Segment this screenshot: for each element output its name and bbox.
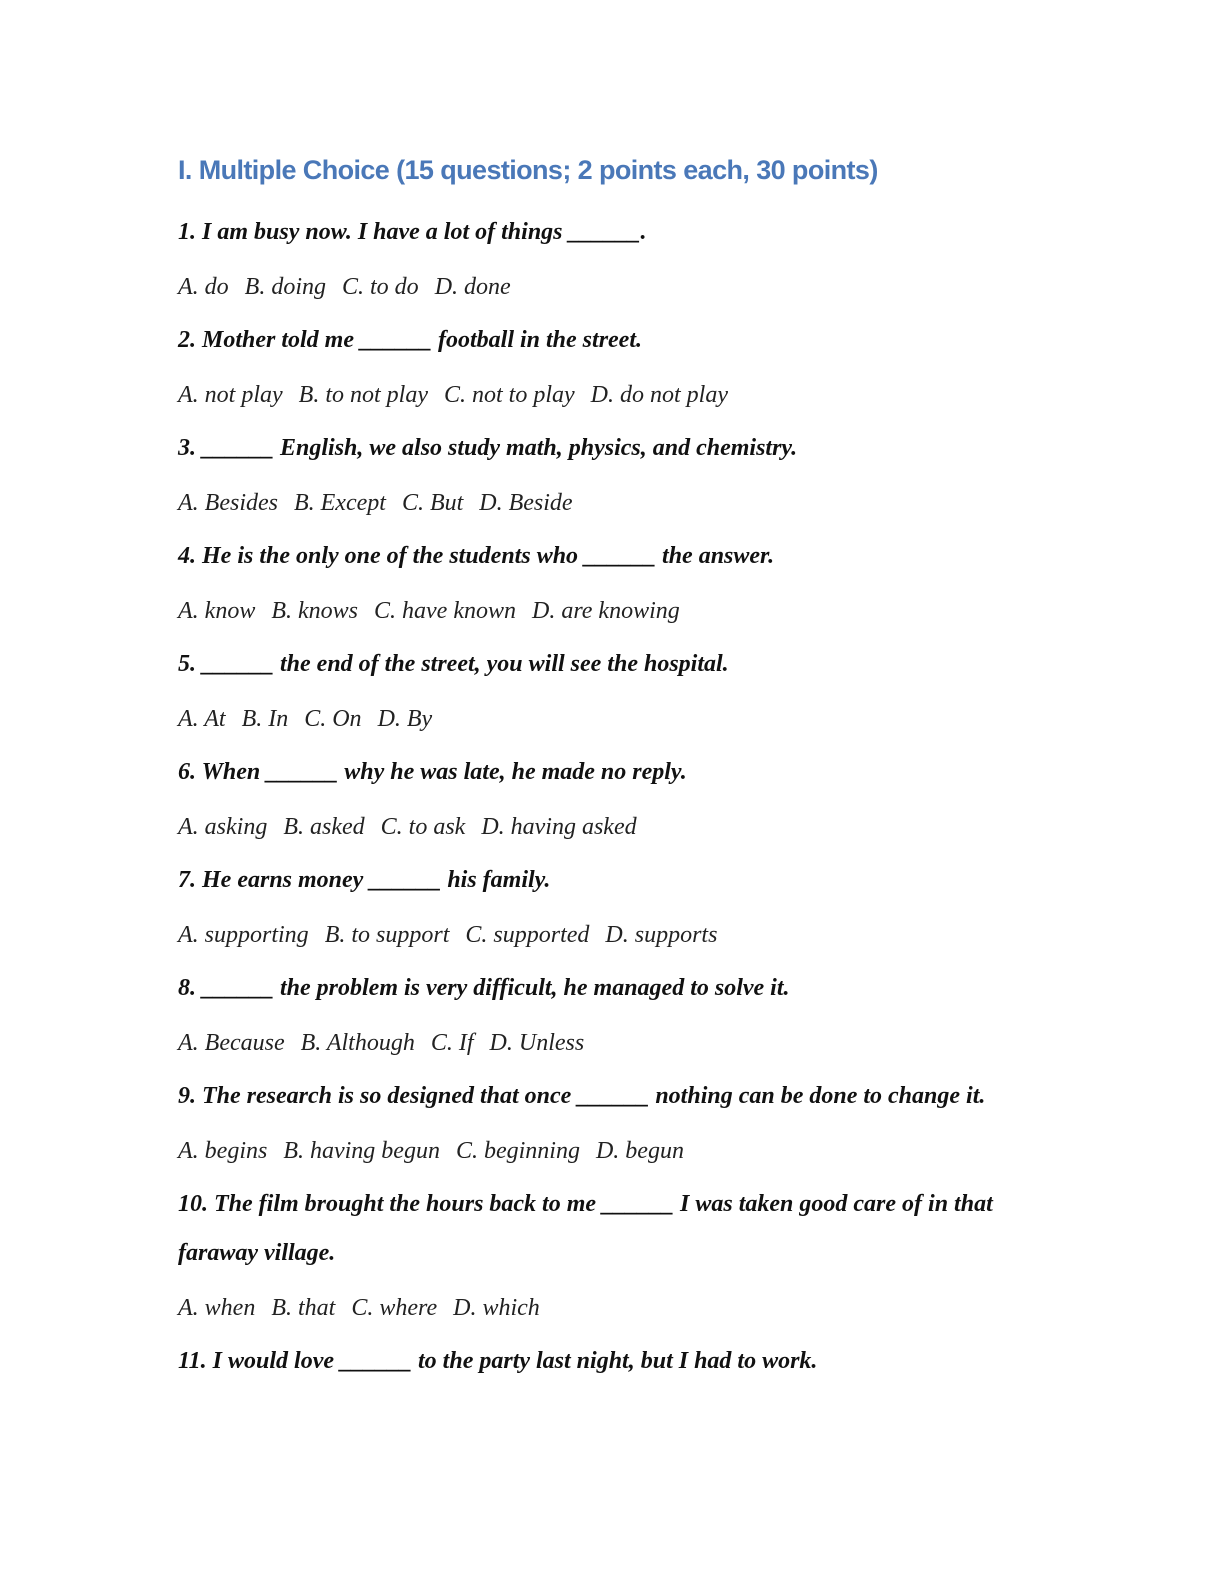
answer-option: D. done bbox=[434, 274, 511, 300]
question-1 bbox=[178, 206, 1058, 314]
answer-option: B. that bbox=[271, 1295, 336, 1321]
question-stem: 10. The film brought the hours back to me ______ I was taken good care of in that faraway village. bbox=[178, 1191, 993, 1266]
answer-option: A. not play bbox=[178, 382, 283, 408]
section-title: I. Multiple Choice (15 questions; 2 points each, 30 points) bbox=[178, 155, 878, 185]
answer-options bbox=[178, 476, 1058, 530]
question-4 bbox=[178, 530, 1058, 638]
question-stem: 4. He is the only one of the students who ______ the answer. bbox=[178, 543, 775, 569]
answer-option: A. know bbox=[178, 598, 256, 624]
answer-options bbox=[178, 368, 1058, 422]
answer-option: B. In bbox=[241, 706, 289, 732]
question-stem: 6. When ______ why he was late, he made no reply. bbox=[178, 759, 687, 785]
question-stem: 2. Mother told me ______ football in the street. bbox=[178, 327, 643, 353]
answer-option: B. doing bbox=[244, 274, 326, 300]
question-stem: 5. ______ the end of the street, you will see the hospital. bbox=[178, 651, 729, 677]
answer-option: D. Beside bbox=[479, 490, 573, 516]
answer-options bbox=[178, 908, 1058, 962]
answer-option: A. begins bbox=[178, 1138, 268, 1164]
question-7 bbox=[178, 854, 1058, 962]
answer-options bbox=[178, 692, 1058, 746]
answer-option: D. Unless bbox=[489, 1030, 585, 1056]
answer-option: C. If bbox=[430, 1030, 474, 1056]
question-stem: 9. The research is so designed that once ______ nothing can be done to change it. bbox=[178, 1083, 986, 1109]
answer-option: C. where bbox=[351, 1295, 438, 1321]
answer-option: C. But bbox=[401, 490, 464, 516]
answer-option: C. On bbox=[304, 706, 362, 732]
question-stem: 7. He earns money ______ his family. bbox=[178, 867, 551, 893]
answer-options bbox=[178, 260, 1058, 314]
answer-option: C. to do bbox=[342, 274, 419, 300]
question-5 bbox=[178, 638, 1058, 746]
question-list bbox=[178, 206, 1058, 1389]
answer-option: B. to support bbox=[324, 922, 450, 948]
answer-option: A. Because bbox=[178, 1030, 285, 1056]
answer-option: B. to not play bbox=[298, 382, 428, 408]
answer-options bbox=[178, 1281, 1058, 1335]
answer-option: A. when bbox=[178, 1295, 256, 1321]
question-2 bbox=[178, 314, 1058, 422]
question-11 bbox=[178, 1335, 1058, 1389]
question-8 bbox=[178, 962, 1058, 1070]
question-stem: 8. ______ the problem is very difficult, he managed to solve it. bbox=[178, 975, 790, 1001]
answer-option: A. Besides bbox=[178, 490, 278, 516]
question-10 bbox=[178, 1178, 1058, 1335]
document-page bbox=[178, 148, 1058, 1389]
answer-option: D. supports bbox=[605, 922, 718, 948]
question-stem: 11. I would love ______ to the party last night, but I had to work. bbox=[178, 1348, 818, 1374]
question-9 bbox=[178, 1070, 1058, 1178]
answer-option: C. supported bbox=[465, 922, 590, 948]
answer-option: D. are knowing bbox=[531, 598, 680, 624]
answer-option: D. do not play bbox=[590, 382, 728, 408]
answer-option: B. Although bbox=[300, 1030, 415, 1056]
answer-option: B. knows bbox=[271, 598, 358, 624]
answer-option: A. At bbox=[178, 706, 226, 732]
answer-options bbox=[178, 584, 1058, 638]
question-3 bbox=[178, 422, 1058, 530]
answer-option: D. which bbox=[453, 1295, 540, 1321]
answer-option: B. Except bbox=[293, 490, 386, 516]
question-6 bbox=[178, 746, 1058, 854]
answer-option: B. having begun bbox=[283, 1138, 440, 1164]
answer-options bbox=[178, 800, 1058, 854]
answer-option: A. asking bbox=[178, 814, 268, 840]
question-stem: 1. I am busy now. I have a lot of things ______. bbox=[178, 219, 647, 245]
answer-options bbox=[178, 1124, 1058, 1178]
answer-option: C. to ask bbox=[380, 814, 466, 840]
answer-options bbox=[178, 1016, 1058, 1070]
answer-option: D. By bbox=[377, 706, 433, 732]
answer-option: C. beginning bbox=[455, 1138, 580, 1164]
answer-option: B. asked bbox=[283, 814, 365, 840]
answer-option: C. not to play bbox=[443, 382, 575, 408]
answer-option: A. do bbox=[178, 274, 229, 300]
question-stem: 3. ______ English, we also study math, physics, and chemistry. bbox=[178, 435, 798, 461]
answer-option: D. begun bbox=[595, 1138, 684, 1164]
answer-option: D. having asked bbox=[481, 814, 637, 840]
answer-option: A. supporting bbox=[178, 922, 309, 948]
answer-option: C. have known bbox=[374, 598, 516, 624]
